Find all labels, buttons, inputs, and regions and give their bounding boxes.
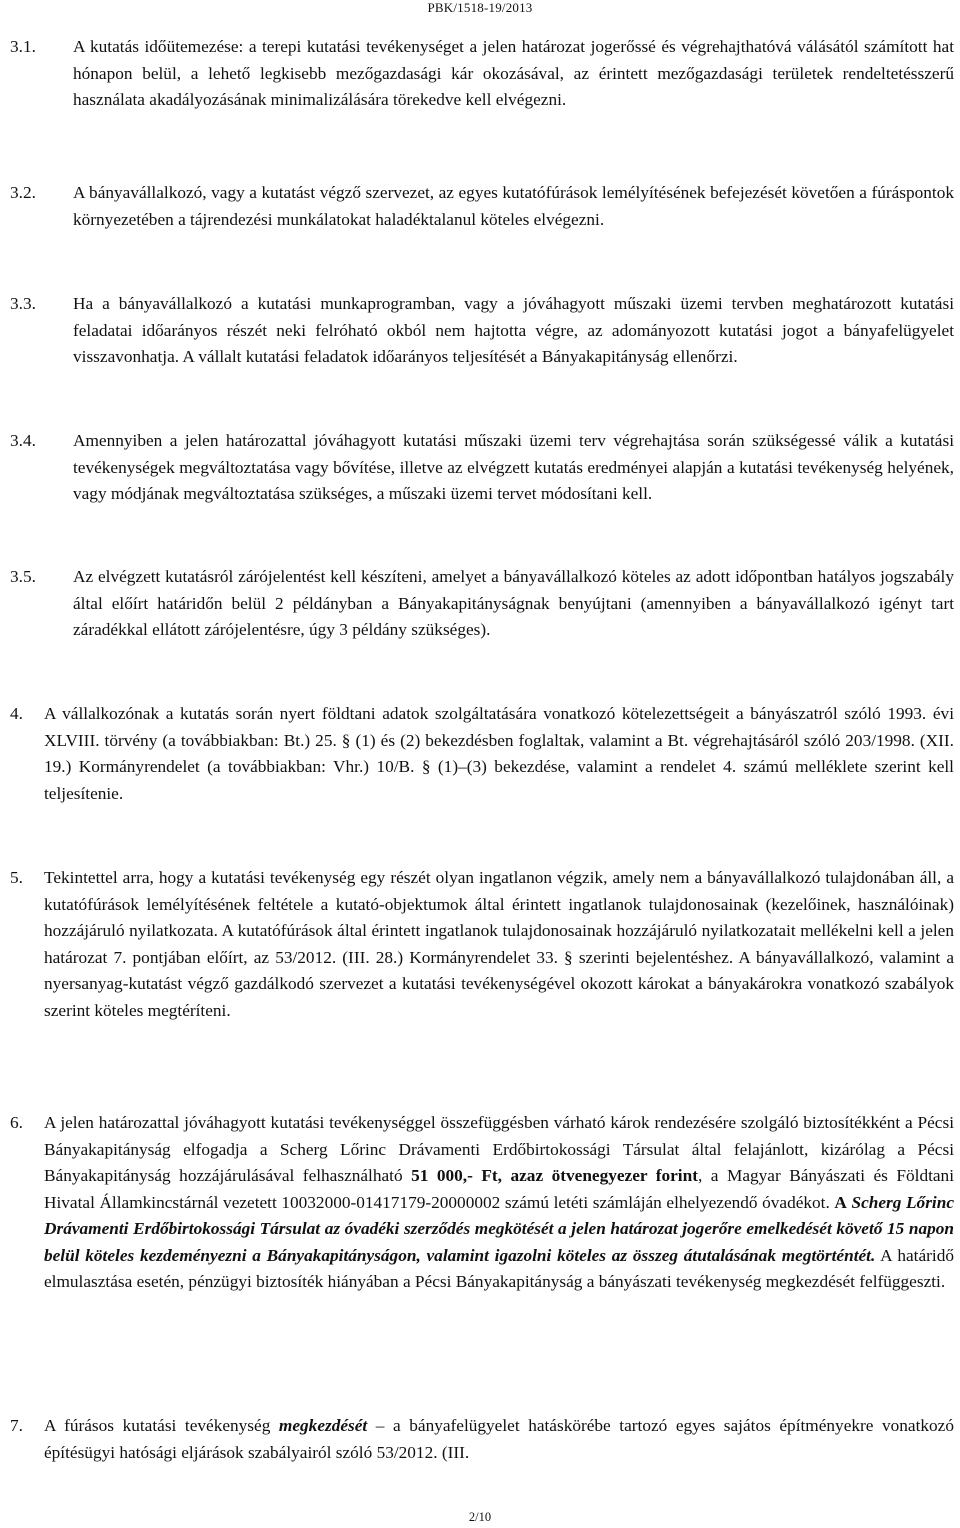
paragraph-6 [10,1110,954,1296]
paragraph-text: Ha a bányavállalkozó a kutatási munkaprogramban, vagy a jóváhagyott műszaki üzemi tervben meghatározott kutatási feladatai időarányos részét neki felróható okból nem hajtotta végre, az adományozott kutatási jogot a bányafelügyelet visszavonhatja. A vállalt kutatási feladatok időarányos teljesítését a Bányakapitányság ellenőrzi. [73,294,954,366]
paragraph-4 [10,701,954,807]
paragraph-3-4 [10,428,954,508]
paragraph-3-5 [10,564,954,644]
paragraph-number: 3.3. [10,294,36,313]
page-number: 2/10 [468,1510,492,1524]
paragraph-7 [10,1413,954,1466]
paragraph-number: 6. [10,1113,23,1132]
paragraph-text: A vállalkozónak a kutatás során nyert földtani adatok szolgáltatására vonatkozó kötelezettségeit a bányászatról szóló 1993. évi XLVIII. törvény (a továbbiakban: Bt.) 25. § (1) és (2) bekezdésben foglaltak, valamint a Bt. végrehajtásáról szóló 203/1998. (XII. 19.) Kormányrendelet (a továbbiakban: Vhr.) 10/B. § (1)–(3) bekezdése, valamint a rendelet 4. számú melléklete szerint kell teljesítenie. [44,704,954,803]
emphasis-start: megkezdését [278,1416,368,1435]
paragraph-text: A bányavállalkozó, vagy a kutatást végző szervezet, az egyes kutatófúrások lemélyítésének befejezését követően a fúráspontok környezetében a tájrendezési munkálatokat haladéktalanul köteles elvégezni. [73,183,954,229]
obligation-emphasis: Scherg Lőrinc Drávamenti Erdőbirtokossági Társulat az óvadéki szerződés megkötését a jelen határozat jogerőre emelkedését követő 15 napon belül köteles kezdeményezni a Bányakapitányságon, valamint igazolni köteles az összeg átutalásának megtörténtét. [44,1192,955,1265]
paragraph-3-1 [10,34,954,114]
paragraph-text: Tekintettel arra, hogy a kutatási tevékenység egy részét olyan ingatlanon végzik, amely nem a bányavállalkozó tulajdonában áll, a kutatófúrások lemélyítésének feltétele a kutató-objektumok által érintett ingatlanok tulajdonosainak (kezelőinek, használóinak) hozzájáruló nyilatkozata. A kutatófúrások által érintett ingatlanok tulajdonosainak hozzájáruló nyilatkozatait mellékelni kell a jelen határozat 7. pontjában előírt, az 53/2012. (III. 28.) Kormányrendelet 33. § szerinti bejelentéshez. A bányavállalkozó, valamint a nyersanyag-kutatást végző gazdálkodó szervezet a kutatási tevékenységével okozott károkat a bányakárokra vonatkozó szabályok szerint köteles megtéríteni. [44,868,954,1020]
paragraph-number: 4. [10,704,23,723]
paragraph-5 [10,865,954,1024]
document-reference-header: PBK/1518-19/2013 [427,0,533,15]
guarantee-amount: 51 000,- Ft, azaz ötvenegyezer forint [411,1166,698,1185]
paragraph-text: A jelen határozattal jóváhagyott kutatási tevékenységgel összefüggésben várható károk rendezésére szolgáló biztosítékként a Pécsi Bányakapitányság elfogadja a Scherg Lőrinc Drávamenti Erdőbirtokossági Társulat által felajánlott, kizárólag a Pécsi Bányakapitányság hozzájárulásával felhasználható 51 000,- Ft, azaz ötvenegyezer forint, a Magyar Bányászati és Földtani Hivatal Államkincstárnál vezetett 10032000-01417179-20000002 számú letéti számláján elhelyezendő óvadékot. A Scherg Lőrinc Drávamenti Erdőbirtokossági Társulat az óvadéki szerződés megkötését a jelen határozat jogerőre emelkedését követő 15 napon belül köteles kezdeményezni a Bányakapitányságon, valamint igazolni köteles az összeg átutalásának megtörténtét. A határidő elmulasztása esetén, pénzügyi biztosíték hiányában a Pécsi Bányakapitányság a bányászati tevékenység megkezdését felfüggeszti. [44,1113,955,1291]
paragraph-text: A kutatás időütemezése: a terepi kutatási tevékenységet a jelen határozat jogerőssé és végrehajthatóvá válásától számított hat hónapon belül, a lehető legkisebb mezőgazdasági kár okozásával, az érintett mezőgazdasági területek rendeltetésszerű használata akadályozásának minimalizálására törekedve kell elvégezni. [73,37,954,109]
paragraph-number: 3.2. [10,183,36,202]
paragraph-number: 7. [10,1416,23,1435]
paragraph-number: 3.5. [10,567,36,586]
paragraph-text: A fúrásos kutatási tevékenység megkezdését – a bányafelügyelet hatáskörébe tartozó egyes sajátos építményekre vonatkozó építésügyi hatósági eljárások szabályairól szóló 53/2012. (III. [44,1416,954,1462]
paragraph-text: Az elvégzett kutatásról zárójelentést kell készíteni, amelyet a bányavállalkozó köteles az adott időpontban hatályos jogszabály által előírt határidőn belül 2 példányban a Bányakapitányságnak benyújtani (amennyiben a bányavállalkozó igényt tart záradékkal ellátott zárójelentésre, úgy 3 példány szükséges). [73,567,954,639]
paragraph-number: 3.1. [10,37,36,56]
paragraph-3-2 [10,180,954,233]
paragraph-number: 3.4. [10,431,36,450]
paragraph-text: Amennyiben a jelen határozattal jóváhagyott kutatási műszaki üzemi terv végrehajtása során szükségessé válik a kutatási tevékenységek megváltoztatása vagy bővítése, illetve az elvégzett kutatás eredményei alapján a kutatási tevékenység helyének, vagy módjának megváltoztatása szükséges, a műszaki üzemi tervet módosítani kell. [73,431,954,503]
paragraph-3-3 [10,291,954,371]
paragraph-number: 5. [10,868,23,887]
